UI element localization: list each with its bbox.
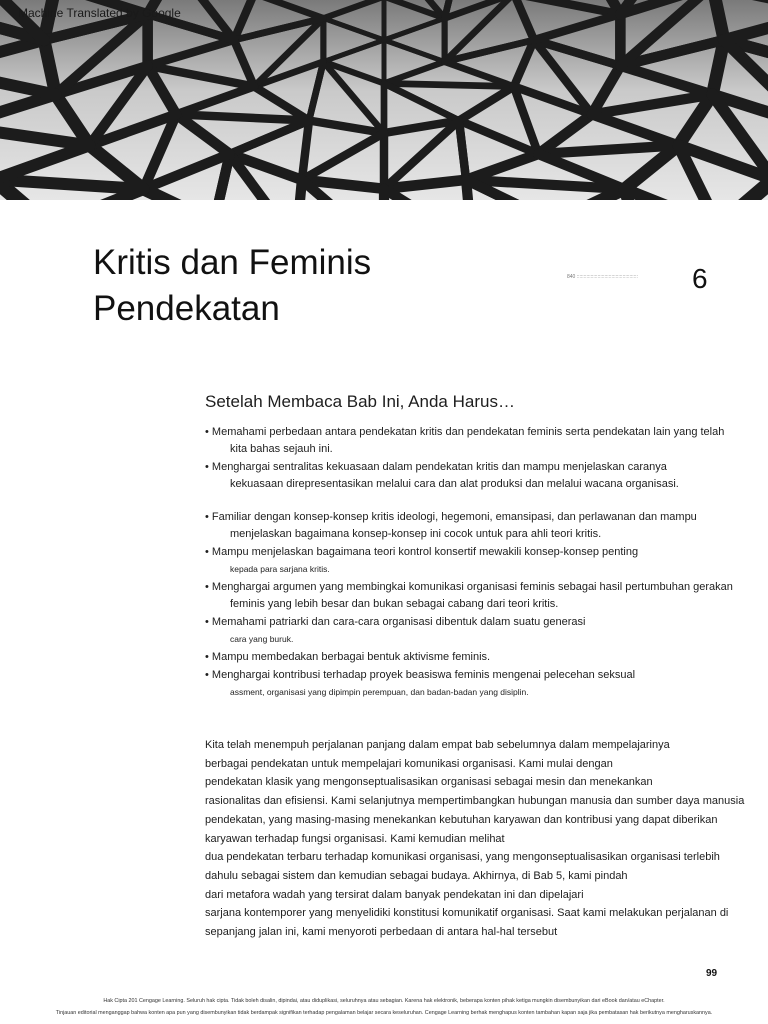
copyright-notice bbox=[0, 995, 768, 1019]
objective-text-continued: feminis yang lebih besar dan bukan sebagai cabang dari teori kritis. bbox=[230, 598, 559, 610]
chapter-title-line2: Pendekatan bbox=[93, 289, 280, 328]
objective-text: • Menghargai argumen yang membingkai komunikasi organisasi feminis sebagai hasil pertumbuhan gerakan bbox=[205, 581, 733, 593]
body-line: dua pendekatan terbaru terhadap komunikasi organisasi, yang mengonseptualisasikan organisasi terlebih bbox=[205, 851, 720, 864]
copyright-line1: Hak Cipta 201 Cengage Learning. Seluruh hak cipta. Tidak boleh disalin, dipindai, atau diduplikasi, seluruhnya atau sebagian. Karena hak elektronik, beberapa konten pihak ketiga mungkin disembunyikan dari eBook dan/atau eChapter. bbox=[103, 998, 665, 1004]
objective-item bbox=[205, 544, 735, 578]
chapter-number: 6 bbox=[692, 263, 708, 294]
objectives-heading: Setelah Membaca Bab Ini, Anda Harus… bbox=[205, 392, 515, 411]
body-line: dahulu sebagai sistem dan kemudian sebagai budaya. Akhirnya, di Bab 5, kami pindah bbox=[205, 869, 628, 882]
body-line: karyawan terhadap fungsi organisasi. Kami kemudian melihat bbox=[205, 832, 505, 845]
geodesic-dome-photo bbox=[0, 0, 768, 200]
objective-item bbox=[205, 667, 735, 701]
dome-beam bbox=[384, 83, 514, 86]
body-paragraph bbox=[205, 736, 745, 942]
objective-text: • Mampu menjelaskan bagaimana teori kontrol konsertif mewakili konsep-konsep penting bbox=[205, 546, 639, 558]
objective-text-continued: kita bahas sejauh ini. bbox=[230, 443, 333, 455]
header-photo bbox=[0, 0, 768, 200]
objective-item bbox=[205, 424, 735, 458]
chapter-title-line1: Kritis dan Feminis bbox=[93, 243, 372, 282]
objective-item bbox=[205, 649, 735, 666]
objective-item bbox=[205, 509, 735, 543]
objective-text: • Memahami perbedaan antara pendekatan kritis dan pendekatan feminis serta pendekatan lain yang telah bbox=[205, 426, 725, 438]
objective-text: • Menghargai kontribusi terhadap proyek beasiswa feminis mengenai pelecehan seksual bbox=[205, 669, 636, 681]
body-line: sarjana kontemporer yang menyelidiki konstitusi komunikatif organisasi. Saat kami melakukan perjalanan di bbox=[205, 907, 729, 920]
body-line: berbagai pendekatan untuk mempelajari komunikasi organisasi. Kami mulai dengan bbox=[205, 757, 613, 770]
objective-text-continued: kekuasaan direpresentasikan melalui cara dan alat produksi dan melalui wacana organisasi. bbox=[230, 478, 679, 490]
body-line: sepanjang jalan ini, kami menyoroti perbedaan di antara hal-hal tersebut bbox=[205, 926, 558, 939]
chapter-title bbox=[93, 240, 523, 332]
objective-text-continued: cara yang buruk. bbox=[230, 634, 294, 644]
objective-item bbox=[205, 614, 735, 648]
machine-translated-label: Machine Translated by Google bbox=[18, 6, 181, 20]
objective-text-continued: kepada para sarjana kritis. bbox=[230, 564, 330, 574]
copyright-line2: Tinjauan editorial menganggap bahwa konten apa pun yang disembunyikan tidak berdampak signifikan terhadap pengalaman belajar secara keseluruhan. Cengage Learning berhak menghapus konten tambahan kapan saja jika pembatasan hak berikutnya mengharuskannya. bbox=[55, 1010, 713, 1016]
body-line: rasionalitas dan efisiensi. Kami selanjutnya mempertimbangkan hubungan manusia dan sumber daya manusia bbox=[205, 795, 745, 808]
chapter-rule: 840 :::::::::::::::::::::::::::::::::::::::::::: bbox=[567, 274, 638, 280]
objective-text: • Familiar dengan konsep-konsep kritis ideologi, hegemoni, emansipasi, dan perlawanan dan mampu bbox=[205, 511, 697, 523]
objective-text-continued: menjelaskan bagaimana konsep-konsep ini cocok untuk para ahli teori kritis. bbox=[230, 528, 602, 540]
body-line: Kita telah menempuh perjalanan panjang dalam empat bab sebelumnya dalam mempelajarinya bbox=[205, 739, 670, 751]
objective-item bbox=[205, 459, 735, 493]
objectives-list bbox=[205, 424, 735, 701]
objective-text: • Memahami patriarki dan cara-cara organisasi dibentuk dalam suatu generasi bbox=[205, 616, 586, 628]
page-number: 99 bbox=[706, 968, 718, 979]
body-line: pendekatan, yang masing-masing menekankan kebutuhan karyawan dan kontribusi yang dapat diberikan bbox=[205, 813, 718, 826]
body-line: pendekatan klasik yang mengonseptualisasikan organisasi sebagai mesin dan menekankan bbox=[205, 776, 653, 789]
objective-text-continued: assment, organisasi yang dipimpin perempuan, dan badan-badan yang disiplin. bbox=[230, 687, 529, 697]
objective-text: • Menghargai sentralitas kekuasaan dalam pendekatan kritis dan mampu menjelaskan caranya bbox=[205, 461, 667, 473]
objective-item bbox=[205, 579, 735, 613]
objective-text: • Mampu membedakan berbagai bentuk aktivisme feminis. bbox=[205, 651, 491, 663]
dome-beam bbox=[466, 180, 472, 200]
dome-beam bbox=[296, 180, 302, 200]
body-line: dari metafora wadah yang tersirat dalam banyak pendekatan ini dan dipelajari bbox=[205, 888, 584, 901]
